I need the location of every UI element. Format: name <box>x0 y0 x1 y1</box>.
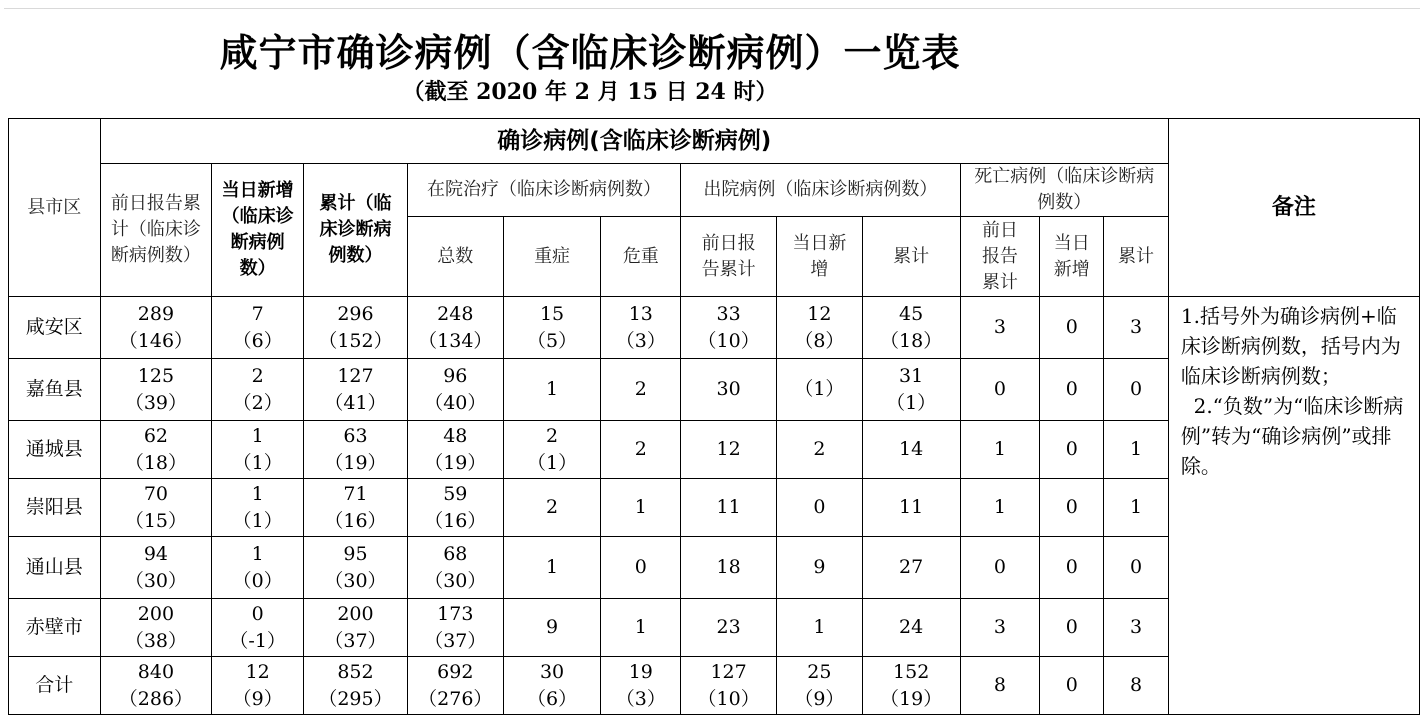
header-total: 总数 <box>407 217 503 297</box>
cell-death-new <box>1040 657 1104 715</box>
cell-value: 692 <box>437 660 474 683</box>
cell-value: 0 <box>1065 496 1078 518</box>
cell-death-cum <box>1104 537 1169 599</box>
cell-value: 0 <box>634 556 647 578</box>
cell-death-new <box>1040 297 1104 359</box>
cell-prev <box>100 599 212 657</box>
cell-death-cum <box>1104 599 1169 657</box>
cell-clinical-value: （10） <box>697 329 760 352</box>
cell-death-cum <box>1104 479 1169 537</box>
cell-clinical-value: （39） <box>124 391 187 414</box>
cell-value: 70 <box>143 482 168 505</box>
cell-severe <box>503 479 601 537</box>
cell-clinical-value: （38） <box>124 629 187 652</box>
cell-new <box>212 537 304 599</box>
region-cell: 通山县 <box>9 537 101 599</box>
cell-clinical-value: （19） <box>880 687 943 710</box>
cell-clinical-value: （18） <box>124 451 187 474</box>
cell-value: 840 <box>137 660 175 683</box>
cell-value: 27 <box>899 556 924 578</box>
cell-severe <box>503 359 601 421</box>
cell-value: 1 <box>546 378 559 400</box>
cell-clinical-value: （-1） <box>229 629 286 652</box>
cell-value: 2 <box>634 378 647 400</box>
header-in-hospital: 在院治疗（临床诊断病例数） <box>407 164 680 217</box>
cell-severe <box>503 537 601 599</box>
region-cell: 通城县 <box>9 421 101 479</box>
header-discharged: 出院病例（临床诊断病例数） <box>681 164 960 217</box>
cell-value: 1 <box>1129 496 1143 518</box>
header-death-new: 当日新增 <box>1040 217 1104 297</box>
cell-cum <box>304 537 408 599</box>
cell-value: 0 <box>1065 556 1078 578</box>
cell-value: 45 <box>899 302 924 325</box>
cell-dis-new <box>777 479 863 537</box>
cell-clinical-value: （30） <box>324 569 387 592</box>
cell-critical <box>601 657 681 715</box>
cell-severe <box>503 421 601 479</box>
cell-value: 7 <box>251 302 264 325</box>
cell-clinical-value: （16） <box>324 509 387 532</box>
cell-total <box>407 297 503 359</box>
header-severe: 重症 <box>503 217 601 297</box>
cell-clinical-value: （16） <box>424 509 487 532</box>
cell-death-prev <box>960 599 1040 657</box>
cell-value: 11 <box>899 496 924 518</box>
cell-clinical-value: （19） <box>324 451 387 474</box>
header-critical: 危重 <box>601 217 681 297</box>
cell-total <box>407 537 503 599</box>
cell-value: 200 <box>137 602 175 625</box>
cell-value: 96 <box>443 364 468 387</box>
cell-clinical-value: （18） <box>880 329 943 352</box>
cell-new <box>212 297 304 359</box>
cell-cum <box>304 599 408 657</box>
cell-value: 289 <box>137 302 175 325</box>
cell-death-prev <box>960 421 1040 479</box>
cell-dis-prev <box>681 359 777 421</box>
cell-critical <box>601 599 681 657</box>
cell-value: 30 <box>716 378 741 400</box>
cell-death-prev <box>960 359 1040 421</box>
cell-value: 12 <box>245 660 270 683</box>
cell-value: 2 <box>634 438 647 460</box>
cell-value: 31 <box>899 364 924 387</box>
cell-prev <box>100 297 212 359</box>
cell-death-new <box>1040 479 1104 537</box>
cell-clinical-value: （19） <box>424 451 487 474</box>
cell-value: 125 <box>137 364 175 387</box>
cell-value: 3 <box>993 316 1006 338</box>
cell-death-prev <box>960 537 1040 599</box>
cell-value: 0 <box>1065 674 1078 696</box>
cell-total <box>407 657 503 715</box>
page-subtitle: （截至 2020 年 2 月 15 日 24 时） <box>402 79 778 105</box>
header-today-new: 当日新增（临床诊断病例数） <box>212 164 304 297</box>
cell-new <box>212 359 304 421</box>
cell-cum <box>304 359 408 421</box>
cell-death-prev <box>960 657 1040 715</box>
grid-top-border <box>4 4 1420 9</box>
region-cell: 嘉鱼县 <box>9 359 101 421</box>
cell-cum <box>304 421 408 479</box>
cell-value: 2 <box>251 364 264 387</box>
cell-clinical-value: （134） <box>418 329 493 352</box>
header-dis-new: 当日新增 <box>777 217 863 297</box>
bottom-edge <box>4 719 1425 723</box>
cell-clinical-value: （30） <box>124 569 187 592</box>
cell-dis-prev <box>681 537 777 599</box>
cell-value: 2 <box>546 496 559 518</box>
cell-value: 1 <box>546 556 559 578</box>
cell-value: 0 <box>1065 616 1078 638</box>
cell-dis-cum <box>862 537 960 599</box>
cell-value: 1 <box>251 482 264 505</box>
cell-value: 1 <box>634 616 647 638</box>
header-deaths: 死亡病例（临床诊断病例数） <box>960 164 1168 217</box>
header-region: 县市区 <box>9 119 101 297</box>
cell-dis-cum <box>862 599 960 657</box>
cell-value: 24 <box>899 616 924 638</box>
cell-clinical-value: （37） <box>324 629 387 652</box>
cell-total <box>407 479 503 537</box>
cell-prev <box>100 657 212 715</box>
header-dis-cum: 累计 <box>862 217 960 297</box>
cell-dis-cum <box>862 657 960 715</box>
cell-value: 0 <box>1065 438 1078 460</box>
cell-value: 1 <box>251 424 264 447</box>
cell-clinical-value: （41） <box>324 391 387 414</box>
cell-value: 248 <box>437 302 474 325</box>
cell-dis-prev <box>681 297 777 359</box>
cell-death-cum <box>1104 421 1169 479</box>
cell-dis-prev <box>681 599 777 657</box>
cell-value: 127 <box>710 660 747 683</box>
cell-clinical-value: （146） <box>118 329 194 352</box>
cell-clinical-value: （8） <box>794 329 845 352</box>
header-death-cum: 累计 <box>1104 217 1169 297</box>
cell-new <box>212 657 304 715</box>
cell-value: 1 <box>813 616 826 638</box>
cell-value: 94 <box>143 542 168 565</box>
region-cell: 崇阳县 <box>9 479 101 537</box>
cell-cum <box>304 657 408 715</box>
cell-value: 33 <box>716 302 741 325</box>
spreadsheet <box>4 4 1420 719</box>
cell-value: 8 <box>1129 674 1143 696</box>
cell-prev <box>100 359 212 421</box>
cell-cum <box>304 479 408 537</box>
cell-dis-cum <box>862 297 960 359</box>
cell-value: 2 <box>546 424 559 447</box>
header-death-prev: 前日报告累计 <box>960 217 1040 297</box>
cell-value: （1） <box>794 378 845 400</box>
cell-death-new <box>1040 537 1104 599</box>
cell-value: 1 <box>1129 438 1143 460</box>
table-row <box>9 297 1420 359</box>
cell-severe <box>503 657 601 715</box>
cell-clinical-value: （3） <box>615 687 666 710</box>
cell-critical <box>601 297 681 359</box>
cell-value: 0 <box>813 496 826 518</box>
cell-dis-new <box>777 359 863 421</box>
cell-total <box>407 599 503 657</box>
cell-dis-prev <box>681 479 777 537</box>
cell-value: 59 <box>443 482 468 505</box>
cell-clinical-value: （6） <box>527 687 578 710</box>
header-confirmed-group: 确诊病例(含临床诊断病例) <box>100 119 1168 164</box>
cell-value: 1 <box>993 438 1006 460</box>
cell-clinical-value: （1） <box>886 391 937 414</box>
cell-clinical-value: （286） <box>118 687 194 710</box>
cell-value: 48 <box>443 424 468 447</box>
region-cell: 咸安区 <box>9 297 101 359</box>
cell-value: 18 <box>716 556 741 578</box>
cell-value: 95 <box>343 542 368 565</box>
cell-value: 127 <box>337 364 374 387</box>
cell-value: 15 <box>539 302 565 325</box>
cell-value: 63 <box>343 424 368 447</box>
cell-value: 13 <box>628 302 653 325</box>
cell-death-new <box>1040 359 1104 421</box>
cell-clinical-value: （9） <box>794 687 845 710</box>
cell-dis-prev <box>681 421 777 479</box>
cell-prev <box>100 479 212 537</box>
cell-total <box>407 421 503 479</box>
cell-death-new <box>1040 599 1104 657</box>
cell-value: 12 <box>807 302 832 325</box>
cell-value: 25 <box>807 660 832 683</box>
cell-critical <box>601 421 681 479</box>
region-cell: 赤壁市 <box>9 599 101 657</box>
cell-severe <box>503 297 601 359</box>
cell-value: 68 <box>443 542 468 565</box>
cell-value: 0 <box>1065 378 1078 400</box>
cell-dis-cum <box>862 421 960 479</box>
cell-death-new <box>1040 421 1104 479</box>
cell-clinical-value: （0） <box>232 569 283 592</box>
cell-dis-new <box>777 421 863 479</box>
cell-critical <box>601 359 681 421</box>
cell-clinical-value: （40） <box>424 391 487 414</box>
cell-value: 1 <box>251 542 264 565</box>
header-remarks: 备注 <box>1168 119 1419 297</box>
cell-clinical-value: （9） <box>232 687 283 710</box>
header-dis-prev: 前日报告累计 <box>681 217 777 297</box>
header-cumulative: 累计（临床诊断病例数） <box>304 164 408 297</box>
cell-value: 0 <box>993 378 1006 400</box>
region-cell: 合计 <box>9 657 101 715</box>
cell-new <box>212 421 304 479</box>
cell-clinical-value: （1） <box>232 451 283 474</box>
cell-value: 152 <box>893 660 930 683</box>
cell-clinical-value: （5） <box>527 329 578 352</box>
cell-value: 3 <box>1129 316 1143 338</box>
cell-value: 23 <box>716 616 741 638</box>
cell-value: 62 <box>143 424 168 447</box>
cell-clinical-value: （152） <box>318 329 393 352</box>
cell-clinical-value: （30） <box>424 569 487 592</box>
cell-value: 3 <box>993 616 1006 638</box>
cell-value: 12 <box>716 438 741 460</box>
cell-clinical-value: （3） <box>615 329 666 352</box>
cell-dis-cum <box>862 359 960 421</box>
cell-death-prev <box>960 297 1040 359</box>
cell-prev <box>100 421 212 479</box>
cell-clinical-value: （1） <box>232 509 283 532</box>
cell-death-cum <box>1104 657 1169 715</box>
cell-total <box>407 359 503 421</box>
cell-value: 19 <box>628 660 653 683</box>
cell-value: 2 <box>813 438 826 460</box>
cell-value: 0 <box>1129 378 1143 400</box>
cell-clinical-value: （6） <box>232 329 283 352</box>
cell-value: 0 <box>251 602 264 625</box>
case-table <box>8 118 1420 715</box>
cell-critical <box>601 479 681 537</box>
page-title: 咸宁市确诊病例（含临床诊断病例）一览表 <box>219 31 961 75</box>
cell-death-cum <box>1104 359 1169 421</box>
cell-value: 0 <box>1129 556 1143 578</box>
cell-value: 852 <box>337 660 374 683</box>
cell-clinical-value: （276） <box>418 687 493 710</box>
cell-clinical-value: （10） <box>697 687 760 710</box>
cell-value: 173 <box>437 602 474 625</box>
cell-dis-cum <box>862 479 960 537</box>
cell-dis-new <box>777 297 863 359</box>
cell-death-prev <box>960 479 1040 537</box>
cell-clinical-value: （37） <box>424 629 487 652</box>
cell-value: 200 <box>337 602 374 625</box>
cell-clinical-value: （295） <box>318 687 393 710</box>
cell-severe <box>503 599 601 657</box>
cell-dis-new <box>777 599 863 657</box>
cell-value: 1 <box>993 496 1006 518</box>
cell-value: 30 <box>539 660 565 683</box>
cell-new <box>212 479 304 537</box>
cell-value: 71 <box>343 482 368 505</box>
cell-dis-prev <box>681 657 777 715</box>
cell-death-cum <box>1104 297 1169 359</box>
cell-value: 11 <box>716 496 741 518</box>
cell-value: 296 <box>337 302 374 325</box>
cell-value: 0 <box>1065 316 1078 338</box>
cell-cum <box>304 297 408 359</box>
cell-value: 3 <box>1129 616 1143 638</box>
cell-critical <box>601 537 681 599</box>
cell-new <box>212 599 304 657</box>
cell-value: 0 <box>993 556 1006 578</box>
cell-dis-new <box>777 657 863 715</box>
cell-dis-new <box>777 537 863 599</box>
cell-clinical-value: （2） <box>232 391 283 414</box>
cell-prev <box>100 537 212 599</box>
cell-clinical-value: （15） <box>124 509 187 532</box>
cell-value: 9 <box>813 556 826 578</box>
cell-clinical-value: （1） <box>527 451 578 474</box>
remarks-text: 1.括号外为确诊病例+临床诊断病例数，括号内为临床诊断病例数； 2.“负数”为“临床诊断病例”转为“确诊病例”或排除。 <box>1168 297 1419 715</box>
cell-value: 9 <box>546 616 559 638</box>
cell-value: 14 <box>899 438 924 460</box>
cell-value: 8 <box>993 674 1006 696</box>
header-prev-cum: 前日报告累计（临床诊断病例数） <box>100 164 212 297</box>
cell-value: 1 <box>634 496 647 518</box>
